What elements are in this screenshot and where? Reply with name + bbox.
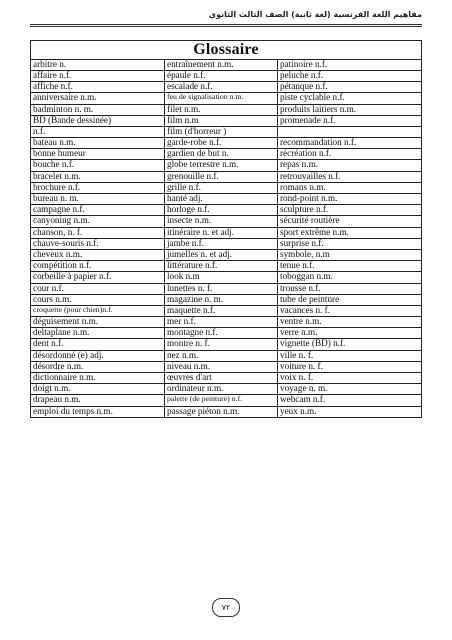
glossary-cell: passage piéton n.m.	[165, 406, 278, 417]
table-row	[31, 361, 422, 372]
table-row	[31, 205, 422, 216]
glossary-cell: escalade n.f.	[165, 82, 278, 93]
glossary-cell: campagne n.f.	[31, 205, 165, 216]
glossary-cell: verre n.m.	[278, 328, 422, 339]
glossary-cell: repas n.m.	[278, 160, 422, 171]
glossary-cell: voix n. f.	[278, 373, 422, 384]
glossary-cell: recommandation n.f.	[278, 138, 422, 149]
glossary-cell: œuvres d'art	[165, 373, 278, 384]
glossary-cell: voiture n. f.	[278, 361, 422, 372]
glossary-cell: déguisement n.m.	[31, 317, 165, 328]
glossary-cell: voyage n. m.	[278, 384, 422, 395]
glossary-cell: feu de signalisation n.m.	[165, 93, 278, 104]
glossary-cell: produits laitiers n.m.	[278, 104, 422, 115]
glossary-title: Glossaire	[31, 41, 422, 60]
glossary-cell: gardien de but n.	[165, 149, 278, 160]
glossary-cell: dent n.f.	[31, 339, 165, 350]
glossary-cell: pétanque n.f.	[278, 82, 422, 93]
glossary-cell: film n.m	[165, 115, 278, 126]
glossary-cell: trousse n.f.	[278, 283, 422, 294]
glossary-cell: cours n.m.	[31, 294, 165, 305]
glossary-cell: dictionnaire n.m.	[31, 373, 165, 384]
glossary-cell: ventre n.m.	[278, 317, 422, 328]
glossary-cell: palette (de peinture) n.f.	[165, 395, 278, 406]
table-row	[31, 317, 422, 328]
glossary-cell: bateau n.m.	[31, 138, 165, 149]
table-row	[31, 115, 422, 126]
glossary-cell: jumelles n. et adj.	[165, 249, 278, 260]
table-row	[31, 216, 422, 227]
table-row	[31, 70, 422, 81]
glossary-cell: peluche n.f.	[278, 70, 422, 81]
glossary-cell: yeux n.m.	[278, 406, 422, 417]
glossary-cell: tenue n.f.	[278, 261, 422, 272]
glossary-cell: insecte n.m.	[165, 216, 278, 227]
glossary-cell: tube de peinture	[278, 294, 422, 305]
table-row	[31, 182, 422, 193]
table-row	[31, 194, 422, 205]
page-header: مفاهيم اللغة الفرنسية (لغة ثانية) الصف الثالث الثانوي	[208, 10, 422, 19]
table-row	[31, 328, 422, 339]
glossary-cell: nez n.m.	[165, 350, 278, 361]
glossary-cell: chauve-souris n.f.	[31, 238, 165, 249]
glossary-cell	[278, 126, 422, 137]
glossary-cell: magazine n. m.	[165, 294, 278, 305]
glossary-cell: symbole, n.m	[278, 249, 422, 260]
glossary-cell: grenouille n.f.	[165, 171, 278, 182]
table-row	[31, 395, 422, 406]
table-row	[31, 373, 422, 384]
table-row	[31, 93, 422, 104]
glossary-cell: n.f.	[31, 126, 165, 137]
glossary-cell: mer n.f.	[165, 317, 278, 328]
table-row	[31, 82, 422, 93]
glossary-cell: BD (Bande dessinée)	[31, 115, 165, 126]
glossary-cell: littérature n.f.	[165, 261, 278, 272]
table-row	[31, 160, 422, 171]
page-number: ٧٢	[212, 598, 240, 617]
glossary-cell: surprise n.f.	[278, 238, 422, 249]
glossary-cell: cour n.f.	[31, 283, 165, 294]
glossary-cell: bouche n.f.	[31, 160, 165, 171]
table-row	[31, 171, 422, 182]
table-row	[31, 59, 422, 70]
glossary-cell: bureau n. m.	[31, 194, 165, 205]
glossary-cell: chanson, n. f.	[31, 227, 165, 238]
table-row	[31, 261, 422, 272]
glossary-cell: lunettes n. f.	[165, 283, 278, 294]
glossary-cell: drapeau n.m.	[31, 395, 165, 406]
glossary-cell: globe terrestre n.m.	[165, 160, 278, 171]
glossary-cell: deltaplane n.m.	[31, 328, 165, 339]
table-row	[31, 283, 422, 294]
glossary-table	[30, 40, 422, 418]
glossary-cell: rond-point n.m.	[278, 194, 422, 205]
glossary-cell: entraînement n.m.	[165, 59, 278, 70]
glossary-cell: cheveux n.m.	[31, 249, 165, 260]
table-row	[31, 272, 422, 283]
table-row	[31, 305, 422, 316]
glossary-cell: romans n.m.	[278, 182, 422, 193]
glossary-cell: promenade n.f.	[278, 115, 422, 126]
glossary-cell: horloge n.f.	[165, 205, 278, 216]
glossary-cell: corbeille à papier n.f.	[31, 272, 165, 283]
table-row	[31, 138, 422, 149]
glossary-cell: piste cyclable n.f.	[278, 93, 422, 104]
glossary-cell: sport extrême n.m.	[278, 227, 422, 238]
glossary-cell: bonne humeur	[31, 149, 165, 160]
glossary-cell: hanté adj.	[165, 194, 278, 205]
glossary-cell: bracelet n.m.	[31, 171, 165, 182]
glossary-cell: retrouvailles n.f.	[278, 171, 422, 182]
glossary-cell: maquette n.f.	[165, 305, 278, 316]
table-row	[31, 249, 422, 260]
glossary-cell: ordinateur n.m.	[165, 384, 278, 395]
glossary-cell: affaire n.f.	[31, 70, 165, 81]
glossary-cell: grille n.f.	[165, 182, 278, 193]
glossary-cell: compétition n.f.	[31, 261, 165, 272]
table-row	[31, 384, 422, 395]
glossary-cell: croquette (pour chien)n.f.	[31, 305, 165, 316]
glossary-cell: épaule n.f.	[165, 70, 278, 81]
glossary-cell: film (d'horreur )	[165, 126, 278, 137]
glossary-cell: récréation n.f.	[278, 149, 422, 160]
table-row	[31, 149, 422, 160]
glossary-cell: arbitre n.	[31, 59, 165, 70]
glossary-cell: filet n.m.	[165, 104, 278, 115]
glossary-cell: brochure n.f.	[31, 182, 165, 193]
glossary-cell: vignette (BD) n.f.	[278, 339, 422, 350]
glossary-cell: désordre n.m.	[31, 361, 165, 372]
glossary-cell: vacances n. f.	[278, 305, 422, 316]
glossary-cell: désordonné (e) adj.	[31, 350, 165, 361]
glossary-cell: doigt n.m.	[31, 384, 165, 395]
glossary-cell: patinoire n.f.	[278, 59, 422, 70]
table-row	[31, 126, 422, 137]
glossary-cell: toboggan n.m.	[278, 272, 422, 283]
glossary-cell: niveau n.m.	[165, 361, 278, 372]
table-row	[31, 339, 422, 350]
table-row	[31, 406, 422, 417]
glossary-cell: sécurité routière	[278, 216, 422, 227]
glossary-cell: canyoning n.m.	[31, 216, 165, 227]
table-row	[31, 238, 422, 249]
glossary-cell: badminton n. m.	[31, 104, 165, 115]
glossary-cell: ville n. f.	[278, 350, 422, 361]
glossary-cell: montre n. f.	[165, 339, 278, 350]
table-row	[31, 294, 422, 305]
glossary-cell: emploi du temps n.m.	[31, 406, 165, 417]
table-row	[31, 227, 422, 238]
table-row	[31, 104, 422, 115]
glossary-cell: look n.m	[165, 272, 278, 283]
glossary-cell: webcam n.f.	[278, 395, 422, 406]
glossary-cell: jambe n.f.	[165, 238, 278, 249]
table-row	[31, 350, 422, 361]
glossary-cell: itinéraire n. et adj.	[165, 227, 278, 238]
glossary-cell: sculpture n.f.	[278, 205, 422, 216]
glossary-cell: montagne n.f.	[165, 328, 278, 339]
header-divider	[30, 24, 422, 27]
glossary-cell: garde-robe n.f.	[165, 138, 278, 149]
glossary-cell: affiche n.f.	[31, 82, 165, 93]
glossary-cell: anniversaire n.m.	[31, 93, 165, 104]
